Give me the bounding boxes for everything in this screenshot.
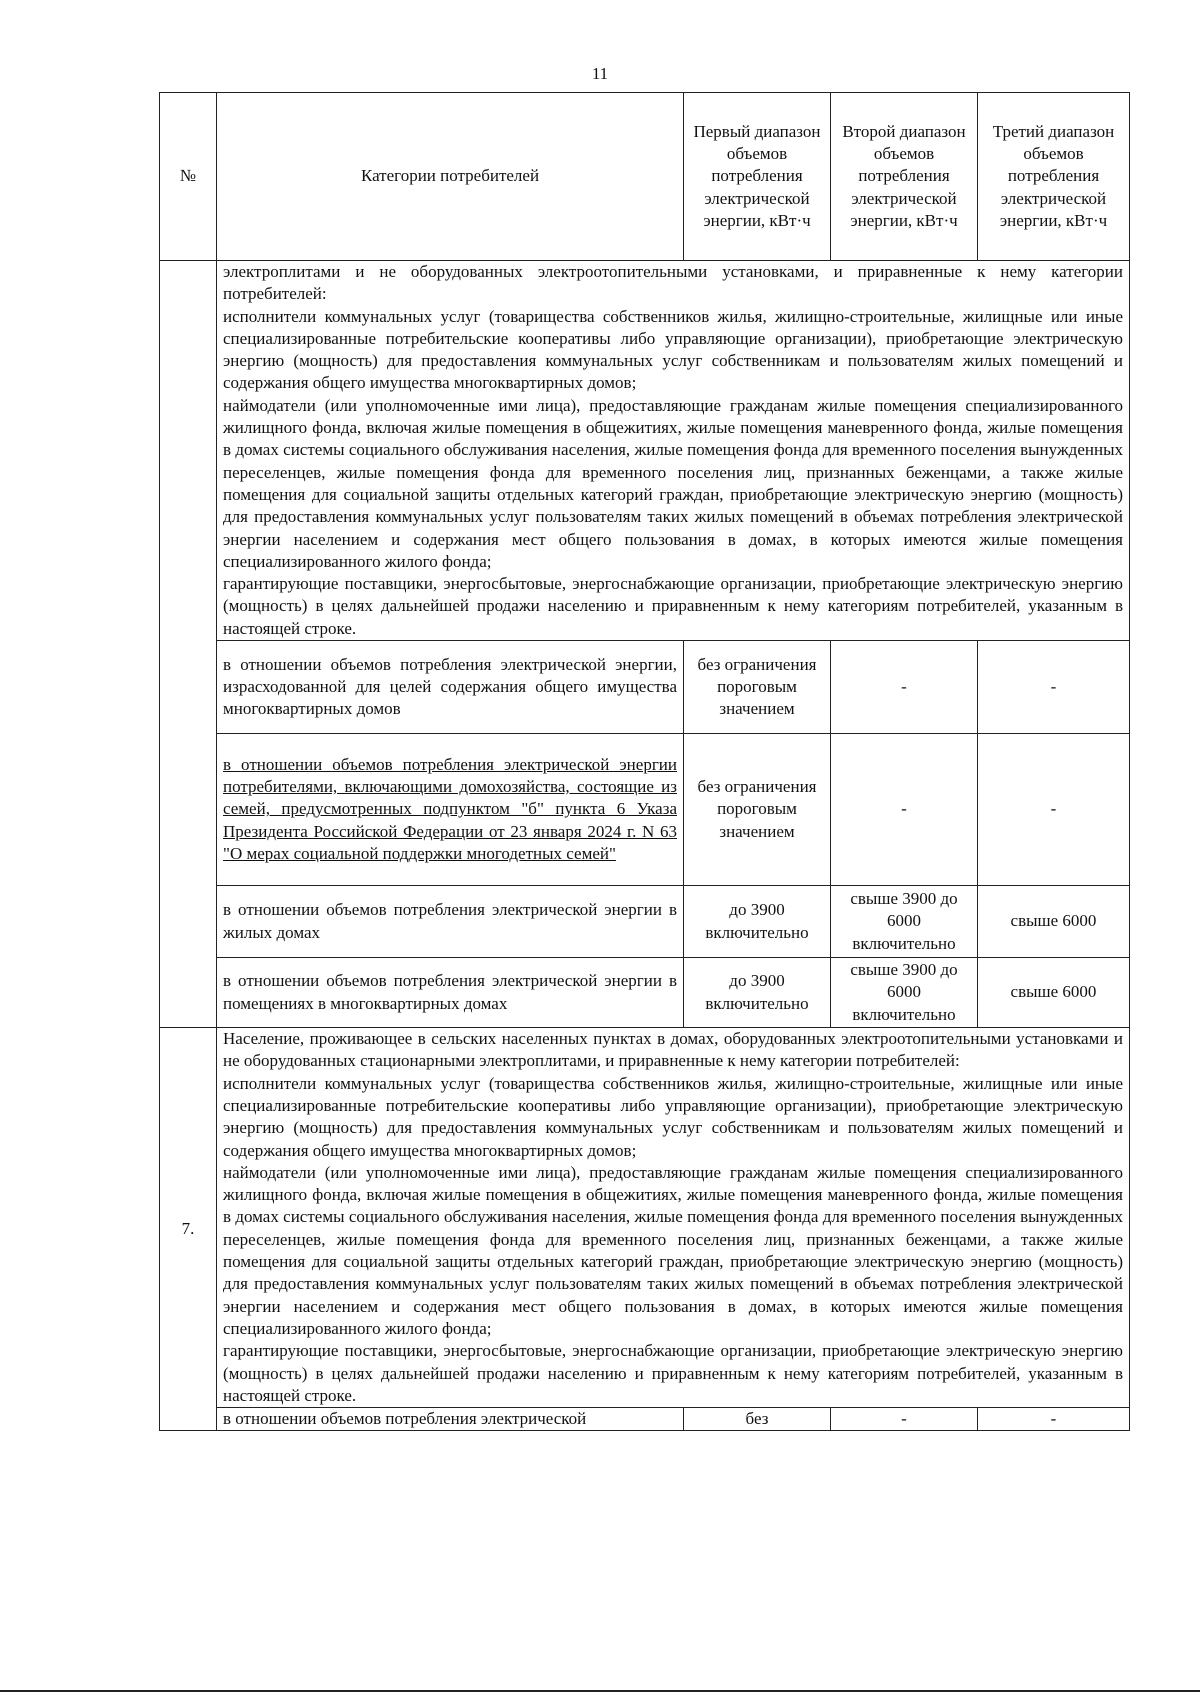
range-3-value: свыше 6000: [978, 886, 1130, 958]
category-paragraph: электроплитами и не оборудованных электроотопительными установками, и приравненные к нему категории потребителей:: [223, 262, 1123, 304]
header-range-2: Второй диапазон объемов потребления электрической энергии, кВт·ч: [831, 93, 978, 261]
subrow-description: в отношении объемов потребления электрической энергии в помещениях в многоквартирных домах: [217, 958, 684, 1028]
range-1-value: без: [684, 1408, 831, 1431]
header-row: [160, 93, 1130, 261]
category-paragraph: гарантирующие поставщики, энергосбытовые, энергоснабжающие организации, приобретающие электрическую энергию (мощность) в целях дальнейшей продажи населению и приравненным к нему категориям потребителей, указанным в настоящей строке.: [223, 574, 1123, 638]
range-2-value: -: [831, 734, 978, 886]
page-number: 11: [591, 64, 609, 83]
category-description: [217, 261, 1130, 641]
category-paragraph: наймодатели (или уполномоченные ими лица), предоставляющие гражданам жилые помещения специализированного жилищного фонда, включая жилые помещения в общежитиях, жилые помещения маневренного фонда, жилые помещения в домах системы социального обслуживания населения, жилые помещения фонда для временного поселения вынужденных переселенцев, жилые помещения фонда для временного поселения лиц, признанных беженцами, а также жилые помещения для социальной защиты отдельных категорий граждан, приобретающие электрическую энергию (мощность) для предоставления коммунальных услуг пользователям таких жилых помещений в объемах потребления электрической энергии населением и содержания мест общего пользования в домах, в которых имеются жилые помещения специализированного жилого фонда;: [223, 1162, 1123, 1338]
range-2-value: свыше 3900 до 6000 включительно: [831, 958, 978, 1028]
table-subrow: [160, 641, 1130, 734]
range-3-value: -: [978, 641, 1130, 734]
subrow-description: в отношении объемов потребления электрической: [217, 1408, 684, 1431]
header-number: №: [160, 93, 217, 261]
range-3-value: -: [978, 734, 1130, 886]
subrow-description: в отношении объемов потребления электрической энергии в жилых домах: [217, 886, 684, 958]
category-paragraph: исполнители коммунальных услуг (товарищества собственников жилья, жилищно-строительные, жилищные или иные специализированные потребительские кооперативы либо управляющие организации), приобретающие электрическую энергию (мощность) для предоставления коммунальных услуг собственникам и пользователям жилых помещений и содержания общего имущества многоквартирных домов;: [223, 306, 1123, 393]
category-paragraph: наймодатели (или уполномоченные ими лица), предоставляющие гражданам жилые помещения специализированного жилищного фонда, включая жилые помещения в общежитиях, жилые помещения маневренного фонда, жилые помещения в домах системы социального обслуживания населения, жилые помещения фонда для временного поселения вынужденных переселенцев, жилые помещения фонда для временного поселения лиц, признанных беженцами, а также жилые помещения для социальной защиты отдельных категорий граждан, приобретающие электрическую энергию (мощность) для предоставления коммунальных услуг пользователям таких жилых помещений в объемах потребления электрической энергии населением и содержания мест общего пользования в домах, в которых имеются жилые помещения специализированного жилого фонда;: [223, 395, 1123, 571]
row-number: [160, 261, 217, 1028]
header-range-3: Третий диапазон объемов потребления электрической энергии, кВт·ч: [978, 93, 1130, 261]
category-paragraph: гарантирующие поставщики, энергосбытовые, энергоснабжающие организации, приобретающие электрическую энергию (мощность) в целях дальнейшей продажи населению и приравненным к нему категориям потребителей, указанным в настоящей строке.: [223, 1341, 1123, 1405]
range-1-value: до 3900 включительно: [684, 886, 831, 958]
table-subrow: [160, 734, 1130, 886]
range-1-value: до 3900 включительно: [684, 958, 831, 1028]
range-3-value: -: [978, 1408, 1130, 1431]
row-number: 7.: [160, 1028, 217, 1431]
page-bottom-rule: [0, 1690, 1200, 1692]
range-3-value: свыше 6000: [978, 958, 1130, 1028]
range-2-value: свыше 3900 до 6000 включительно: [831, 886, 978, 958]
header-range-1: Первый диапазон объемов потребления электрической энергии, кВт·ч: [684, 93, 831, 261]
subrow-description: в отношении объемов потребления электрической энергии потребителями, включающими домохозяйства, состоящие из семей, предусмотренных подпунктом "б" пункта 6 Указа Президента Российской Федерации от 23 января 2024 г. N 63 "О мерах социальной поддержки многодетных семей": [217, 734, 684, 886]
range-1-value: без ограничения пороговым значением: [684, 641, 831, 734]
category-paragraph: исполнители коммунальных услуг (товарищества собственников жилья, жилищно-строительные, жилищные или иные специализированные потребительские кооперативы либо управляющие организации), приобретающие электрическую энергию (мощность) для предоставления коммунальных услуг собственникам и пользователям жилых помещений и содержания общего имущества многоквартирных домов;: [223, 1073, 1123, 1160]
table-subrow: [160, 1408, 1130, 1431]
header-category: Категории потребителей: [217, 93, 684, 261]
table-subrow: [160, 958, 1130, 1028]
table-subrow: [160, 886, 1130, 958]
category-paragraph: Население, проживающее в сельских населенных пунктах в домах, оборудованных электроотопительными установками и не оборудованных стационарными электроплитами, и приравненные к нему категории потребителей:: [223, 1029, 1123, 1071]
subrow-description: в отношении объемов потребления электрической энергии, израсходованной для целей содержания общего имущества многоквартирных домов: [217, 641, 684, 734]
range-2-value: -: [831, 1408, 978, 1431]
range-1-value: без ограничения пороговым значением: [684, 734, 831, 886]
category-description: [217, 1028, 1130, 1408]
table-row: [160, 261, 1130, 641]
tariff-table: [159, 92, 1130, 1431]
range-2-value: -: [831, 641, 978, 734]
table-row: [160, 1028, 1130, 1408]
